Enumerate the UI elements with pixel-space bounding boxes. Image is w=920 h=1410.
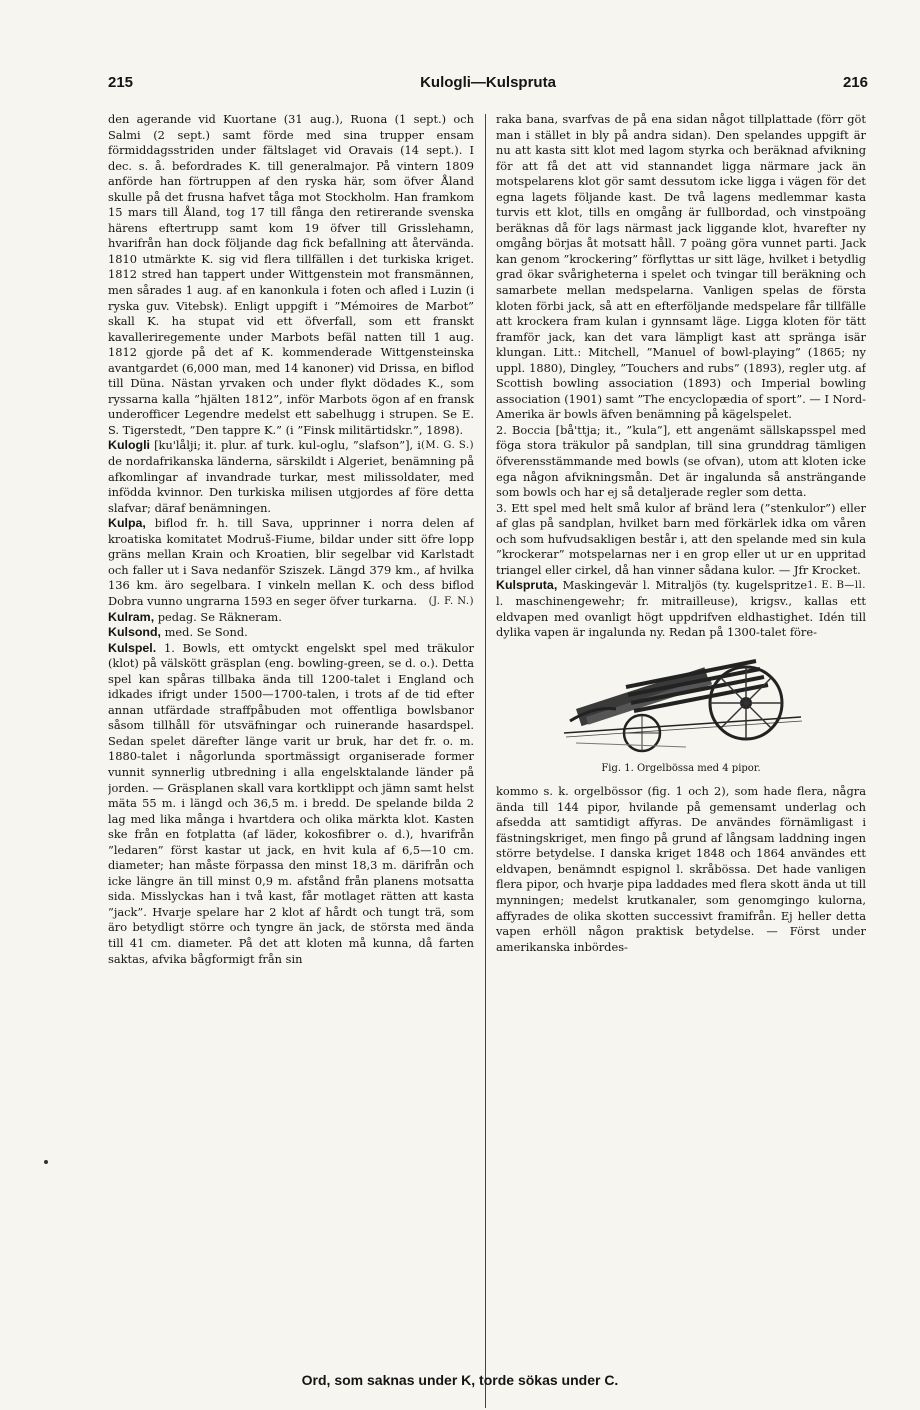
entry-kulspel: Kulspel. 1. Bowls, ett omtyckt engelskt spel med träkulor (klot) på välskött gräsplan (eng. bowling-green, se d. o.). Detta spel kan spåras tillbaka ända till 1200-talet i England och idkades ifrigt under 1500—1700-talen, i trots af de tid efter annan utfärdade straffpåbuden mot offentliga bowlsbanor såsom tillhåll för utsväfningar och ruinerande hasardspel. Sedan spelet därefter länge varit ur bruk, har det fr. o. m. 1880-talet i någorlunda sportmässigt organiserade former vunnit synnerlig utbredning i alla engelsktalande länder på jorden. — Gräsplanen skall vara kortklippt och jämn samt helst mäta 55 m. i längd och 36,5 m. i bredd. De spelande bilda 2 lag med lika många i hvartdera och olika märkta klot. Kasten ske från en fotplatta (af läder, kokosfibrer o. d.), hvarifrån ”ledaren” först kastar ut jack, en hvit kula af 6,5—10 cm. diameter; han måste förpassa den minst 18,3 m. därifrån och icke längre än till minst 0,9 m. afstånd från planens motsatta sida. Misslyckas han i två kast, får motlaget rätten att kasta ”jack”. Hvarje spelare har 2 klot af hårdt och tungt trä, som äro betydligt större och tyngre än jack, de största med ända till 41 cm. diameter. På det att kloten må kunna, då farten saktas, afvika bågformigt från sin [108, 640, 474, 966]
entry-kulspruta: Kulspruta, Maskingevär l. Mitraljös (ty. kugelspritze l. maschinengewehr; fr. mitrailleuse), krigsv., kallas ett eldvapen med ovanligt högt uppdrifven eldhastighet. Idén till dylika vapen är ingalunda ny. Redan på 1300-talet före- [496, 578, 866, 640]
entry-stenkulor: 3. Ett spel med helt små kulor af bränd lera (”stenkulor”) eller af glas på sandplan, hvilket barn med förkärlek idka om våren och som hufvudsakligen består i, att den spelande med sin kula ”krockerar” motspelarnas ner i en grop eller ut ur en uppritad triangel eller cirkel, då han vinner sådana kulor. — Jfr Krocket. 1. E. B—ll. [496, 501, 866, 579]
author-signature: 1. E. B—ll. [807, 580, 866, 592]
headword: Kulspel. [108, 640, 157, 655]
entry-boccia: 2. Boccia [bå'ttja; it., ”kula”], ett angenämt sällskapsspel med föga stora träkulor på sandplan, till sina grunddrag tämligen öfverensstämmande med bowls (se ofvan), utom att kloten icke ega någon afvikningsmån. Det är ingalunda så ansträngande som bowls och har ej så detaljerade regler som detta. [496, 422, 866, 500]
headword: Kulpa, [108, 516, 146, 531]
headword: Kulogli [108, 438, 150, 453]
column-divider [485, 114, 486, 1408]
entry-continuation: den agerande vid Kuortane (31 aug.), Ruona (1 sept.) och Salmi (2 sept.) samt förde med sina trupper ensam förmiddagsstriden under fältslaget vid Oravais (14 sept.). I dec. s. å. befordrades K. till generalmajor. På vintern 1809 anförde han förtruppen af den ryska här, som öfver Åland skulle på det frusna hafvet tåga mot Stockholm. Han framkom 15 mars till Åland, tog 17 till fånga den retirerande svenska härens eftertrupp samt kom 19 öfver till Grisslehamn, hvarifrån han dock följande dag fick befallning att återvända. 1810 utmärkte K. sig vid flera tillfällen i det turkiska kriget. 1812 stred han tappert under Wittgenstein mot fransmännen, men sårades 1 aug. af en kanonkula i foten och afled i Luzin (i ryska guv. Vitebsk). Enligt uppgift i ”Mémoires de Marbot” skall K. ha stupat vid ett öfverfall, som ett franskt kavalleriregemente under Marbots befäl natten till 1 aug. 1812 gjorde på det af K. kommenderade Wittgensteinska avantgardet (6,000 man, med 14 kanoner) vid Drissa, en biflod till Düna. Nästan yrvaken och under flykt dödades K., som ryssarna kalla ”hjälten 1812”, inför Marbots ögon af en fransk underofficer Legendre medelst ett sabelhugg i strupen. Se E. S. Tigerstedt, ”Den tappre K.” (i ”Finsk militärtidskr.”, 1898). (M. G. S.) [108, 112, 474, 438]
figure-organ-gun [496, 647, 866, 777]
entry-kulogli: Kulogli [ku'lålji; it. plur. af turk. kul-oglu, ”slafson”], i de nordafrikanska länderna, särskildt i Algeriet, benämning på afkomlingar af invandrade turkar, mest milissoldater, med infödda kvinnor. Den turkiska milisen utgjordes af före detta slafvar; däraf benämningen. [108, 438, 474, 515]
entry-kulspruta-continuation: kommo s. k. orgelbössor (fig. 1 och 2), som hade flera, några ända till 144 pipor, hvilande på gemensamt underlag och afsedda att samtidigt affyras. De användes förnämligast i fästningskriget, men fingo på grund af långsam laddning ingen större betydelse. I danska kriget 1848 och 1864 användes ett eldvapen, benämndt espignol l. skråbössa. Det hade vanligen flera pipor, och hvarje pipa laddades med flera skott ända ut till mynningen; medelst krutkanaler, som genomgingo kulorna, affyrades de olika skotten successivt framifrån. Ej heller detta vapen erhöll någon praktisk betydelse. — Först under amerikanska inbördes- [496, 784, 866, 954]
figure-caption: Fig. 1. Orgelbössa med 4 pipor. [601, 762, 761, 774]
author-signature: (M. G. S.) [420, 440, 474, 452]
page-number-left: 215 [108, 74, 134, 91]
entry-kulpa: Kulpa, biflod fr. h. till Sava, upprinner i norra delen af kroatiska komitatet Modruš-Fiume, bildar under sitt öfre lopp gräns mellan Krain och Kroatien, blir segelbar vid Karlstadt och faller ut i Sava nedanför Sziszek. Längd 379 km., af hvilka 136 km. äro segelbara. I vinkeln mellan K. och dess biflod Dobra vunno ungrarna 1593 en seger öfver turkarna. (J. F. N.) [108, 516, 474, 608]
entry-kulspel-continuation: raka bana, svarfvas de på ena sidan något tillplattade (förr göt man i stället in bly på andra sidan). Den spelandes uppgift är nu att kasta sitt klot med lagom styrka och beräknad afvikning för att få det att vid stannandet ligga närmare jack än motspelarens klot gör samt dessutom icke ligga i vägen för det egna lagets följande kast. De två lagens medlemmar kasta turvis ett klot, tills en omgång är fullbordad, och vinstpoäng beräknas då för lags närmast jack liggande klot, hvarefter ny omgång börjas åt motsatt håll. 7 poäng göra vunnet parti. Jack kan genom ”krockering” förflyttas ur sitt läge, hvilket i betydlig grad ökar svårigheterna i spelet och tvingar till beräkning och samarbete mellan medspelarna. Vanligen spelas de första kloten förbi jack, så att en efterföljande medspelare får tillfälle att krockera fram kulan i gynnsamt läge. Ligga kloten för tätt framför jack, kan det vara lämpligt kast att spränga isär klungan. Litt.: Mitchell, ”Manuel of bowl-playing” (1865; ny uppl. 1880), Dingley, ”Touchers and rubs” (1893), regler utg. af Scottish bowling association (1893) och Imperial bowling association (1901) samt ”The encyclopædia of sport”. — I Nord-Amerika är bowls äfven benämning på kägelspelet. [496, 112, 866, 422]
organ-gun-illustration [556, 647, 806, 759]
entry-kulsond: Kulsond, med. Se Sond. [108, 625, 248, 640]
running-title: Kulogli—Kulspruta [420, 74, 556, 91]
page-number-right: 216 [842, 74, 868, 91]
headword: Kulsond, [108, 625, 161, 640]
page-header [108, 74, 868, 96]
author-signature: (J. F. N.) [428, 595, 474, 607]
entry-kulram: Kulram, pedag. Se Räkneram. [108, 609, 282, 624]
right-column [496, 112, 866, 1410]
left-column [108, 112, 474, 1410]
margin-dot [44, 1160, 48, 1164]
headword: Kulram, [108, 609, 155, 624]
page-footer: Ord, som saknas under K, torde sökas under C. [301, 1372, 619, 1388]
headword: Kulspruta, [496, 578, 558, 593]
